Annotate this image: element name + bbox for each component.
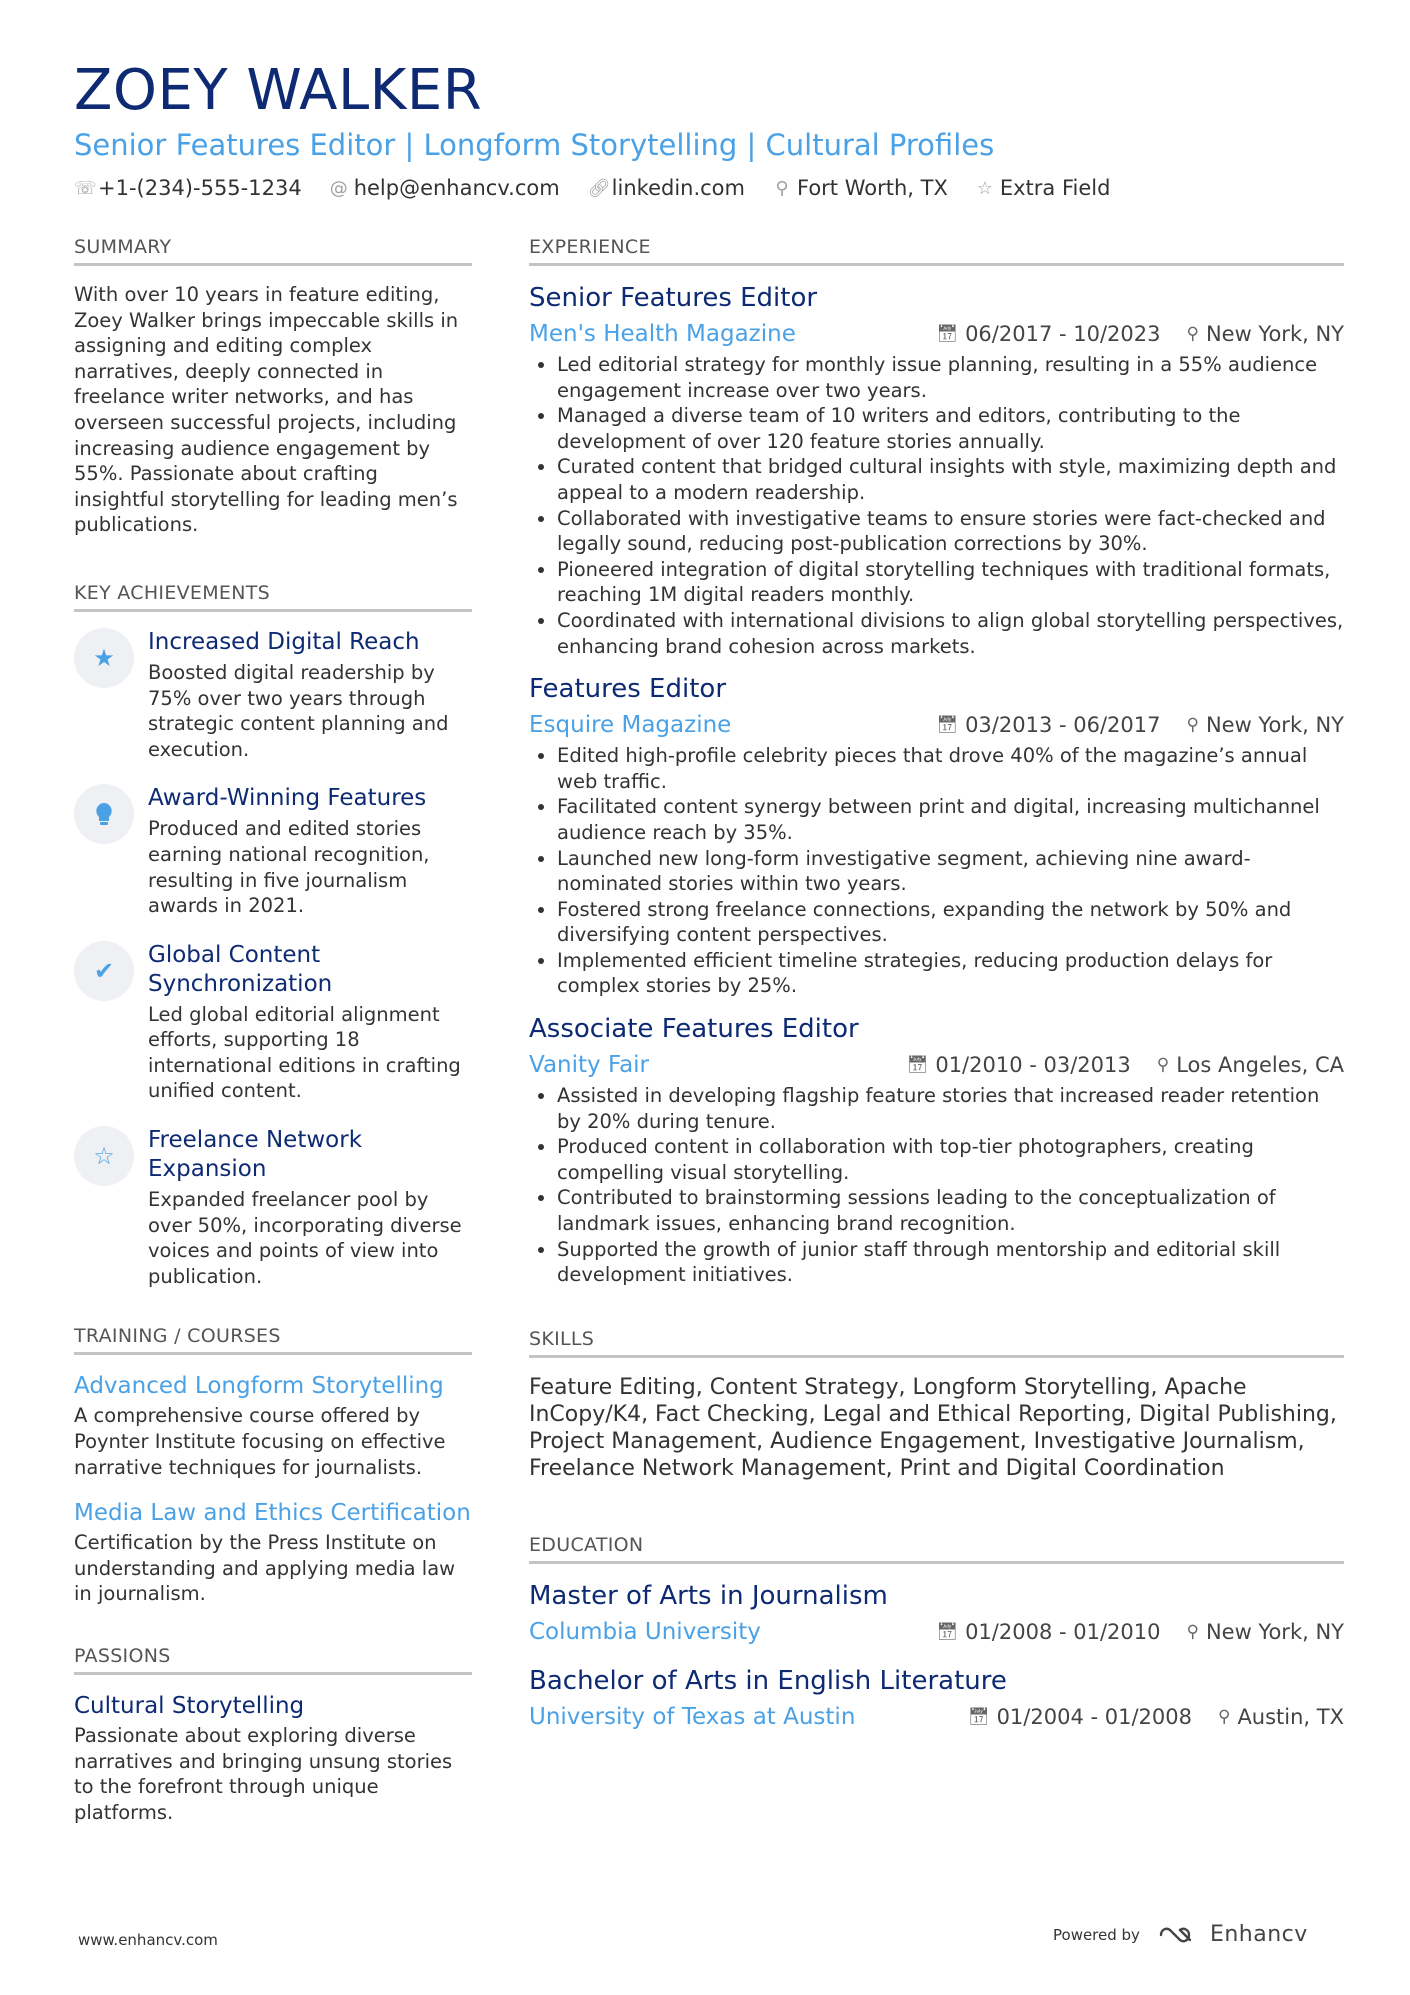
powered-by-text: Powered by: [1053, 1925, 1140, 1944]
resume-header: [74, 58, 1354, 200]
job-subheader: [529, 319, 1344, 349]
contact-linkedin[interactable]: [588, 176, 745, 200]
location-pin-icon: ⚲: [1217, 1706, 1231, 1727]
job-entry: [529, 282, 1344, 659]
enhancv-logo-icon: [1158, 1924, 1202, 1946]
location-text: Fort Worth, TX: [796, 176, 948, 200]
job-meta: [936, 713, 1344, 737]
location-pin-icon: ⚲: [1156, 1055, 1170, 1076]
location-pin-icon: ⚲: [775, 177, 789, 199]
location-pin-icon: ⚲: [1186, 1621, 1199, 1642]
achievements-section: [74, 582, 472, 1290]
bullet-item: • Managed a diverse team of 10 writers and editors, contributing to the development of over 120 feature stories annually.: [557, 403, 1344, 454]
skills-title: SKILLS: [529, 1328, 1344, 1358]
company-name: Vanity Fair: [529, 1052, 650, 1079]
bullet-item: • Facilitated content synergy between print and digital, increasing multichannel audience reach by 35%.: [557, 794, 1344, 845]
education-location: New York, NY: [1205, 1619, 1344, 1644]
job-title: Associate Features Editor: [529, 1014, 859, 1045]
degree-title: Master of Arts in Journalism: [529, 1580, 888, 1611]
education-title: EDUCATION: [529, 1534, 1344, 1564]
achievements-title: KEY ACHIEVEMENTS: [74, 582, 472, 612]
enhancv-brand-text: Enhancv: [1209, 1922, 1308, 1947]
course-desc: A comprehensive course offered by Poynter Institute focusing on effective narrative techniques for journalists.: [74, 1404, 446, 1479]
location-pin-icon: ⚲: [1186, 324, 1199, 344]
bullet-item: • Launched new long-form investigative segment, achieving nine award-nominated stories within two years.: [557, 846, 1344, 897]
link-icon: 🔗︎: [587, 177, 611, 199]
email-icon: @: [329, 177, 348, 199]
achievement-item: [74, 1126, 472, 1289]
star-icon: ☆: [976, 177, 993, 199]
job-entry: [529, 673, 1344, 999]
achievement-item: [74, 784, 472, 918]
calendar-icon: 📅︎: [936, 1621, 959, 1642]
left-column: [74, 236, 472, 1825]
job-title: Features Editor: [529, 674, 727, 705]
school-name: University of Texas at Austin: [529, 1703, 856, 1730]
education-entry: [529, 1665, 1344, 1732]
job-subheader: [529, 710, 1344, 740]
education-location: Austin, TX: [1237, 1704, 1344, 1729]
school-name: Columbia University: [529, 1618, 761, 1645]
calendar-icon: 📅︎: [967, 1706, 990, 1727]
education-dates: 01/2008 - 01/2010: [965, 1619, 1161, 1644]
course-title: Advanced Longform Storytelling: [74, 1373, 444, 1400]
training-title: TRAINING / COURSES: [74, 1325, 472, 1355]
education-dates: 01/2004 - 01/2008: [996, 1704, 1192, 1729]
job-subheader: [529, 1050, 1344, 1080]
company-name: Esquire Magazine: [529, 712, 732, 739]
course-title: Media Law and Ethics Certification: [74, 1500, 471, 1527]
bullet-item: • Supported the growth of junior staff through mentorship and editorial skill development initiatives.: [557, 1237, 1344, 1288]
extra-field-text: Extra Field: [999, 176, 1111, 200]
bullet-item: • Assisted in developing flagship feature stories that increased reader retention by 20% during tenure.: [557, 1083, 1344, 1134]
degree-title: Bachelor of Arts in English Literature: [529, 1665, 1007, 1696]
contact-phone: [74, 176, 302, 200]
job-bullets: [529, 1083, 1344, 1288]
education-meta: [936, 1620, 1344, 1644]
achievement-item: [74, 628, 472, 762]
candidate-name: ZOEY WALKER: [74, 58, 483, 123]
bullet-item: • Led editorial strategy for monthly issue planning, resulting in a 55% audience engagement increase over two years.: [557, 352, 1344, 403]
phone-text: +1-(234)-555-1234: [98, 176, 302, 200]
company-name: Men's Health Magazine: [529, 321, 796, 347]
bullet-item: • Edited high-profile celebrity pieces that drove 40% of the magazine’s annual web traffic.: [557, 743, 1344, 794]
achievement-desc: Boosted digital readership by 75% over two years through strategic content planning and execution.: [148, 660, 449, 761]
job-dates: 01/2010 - 03/2013: [935, 1053, 1131, 1078]
summary-text: With over 10 years in feature editing, Zoey Walker brings impeccable skills in assigning and editing complex narratives, deeply connected in freelance writer networks, and has overseen successful projects, including increasing audience engagement by 55%. Passionate about crafting insightful storytelling for leading men’s publications.: [74, 283, 459, 537]
course-item: [74, 1498, 472, 1607]
bullet-item: • Curated content that bridged cultural insights with style, maximizing depth and appeal to a modern readership.: [557, 454, 1344, 505]
email-text[interactable]: help@enhancv.com: [353, 176, 560, 200]
location-pin-icon: ⚲: [1186, 715, 1199, 736]
job-location: New York, NY: [1205, 713, 1344, 738]
skills-text: Feature Editing, Content Strategy, Longform Storytelling, Apache InCopy/K4, Fact Checking, Legal and Ethical Reporting, Digital Publishing, Project Management, Audience Engagement, Investigative Journalism, Freelance Network Management, Print and Digital Coordination: [529, 1374, 1337, 1481]
enhancv-logo[interactable]: [1158, 1922, 1308, 1947]
summary-section: [74, 236, 472, 538]
education-section: [529, 1534, 1344, 1732]
contact-email[interactable]: [330, 176, 560, 200]
passions-section: [74, 1645, 472, 1825]
star-outline-icon: ☆: [74, 1126, 134, 1186]
course-item: [74, 1371, 472, 1480]
calendar-icon: 📅︎: [936, 715, 959, 736]
achievement-item: [74, 941, 472, 1104]
bullet-item: • Implemented efficient timeline strategies, reducing production delays for complex stories by 25%.: [557, 948, 1344, 999]
lightbulb-icon: [74, 784, 134, 844]
contact-extra: [976, 176, 1111, 200]
experience-title: EXPERIENCE: [529, 236, 1344, 266]
summary-title: SUMMARY: [74, 236, 472, 266]
job-bullets: [529, 743, 1344, 999]
bullet-item: • Pioneered integration of digital storytelling techniques with traditional formats, reaching 1M digital readers monthly.: [557, 557, 1344, 608]
contact-list: [74, 176, 1354, 200]
achievement-title: Increased Digital Reach: [148, 628, 420, 655]
contact-location: [773, 176, 948, 200]
calendar-icon: 📅︎: [936, 324, 959, 344]
star-filled-icon: ★: [74, 628, 134, 688]
passion-desc: Passionate about exploring diverse narratives and bringing unsung stories to the forefront through unique platforms.: [74, 1724, 453, 1824]
job-dates: 06/2017 - 10/2023: [965, 322, 1161, 346]
passion-title: Cultural Storytelling: [74, 1693, 305, 1719]
education-meta: [968, 1705, 1344, 1729]
education-entry: [529, 1580, 1344, 1647]
education-subheader: [529, 1702, 1344, 1732]
achievement-desc: Produced and edited stories earning national recognition, resulting in five journalism awards in 2021.: [148, 817, 430, 918]
phone-icon: ☏: [74, 177, 97, 199]
right-column: [529, 236, 1344, 1750]
job-location: Los Angeles, CA: [1176, 1053, 1344, 1078]
bullet-item: • Fostered strong freelance connections, expanding the network by 50% and diversifying content perspectives.: [557, 897, 1344, 948]
footer-website[interactable]: www.enhancv.com: [78, 1931, 218, 1949]
achievement-title: Freelance Network Expansion: [148, 1127, 363, 1183]
passion-item: [74, 1691, 472, 1825]
calendar-icon: 📅︎: [906, 1055, 929, 1076]
achievement-desc: Expanded freelancer pool by over 50%, incorporating diverse voices and points of view into publication.: [148, 1188, 462, 1288]
footer-branding: [1053, 1922, 1308, 1947]
job-bullets: [529, 352, 1344, 659]
bullet-item: • Coordinated with international divisions to align global storytelling perspectives, enhancing brand cohesion across markets.: [557, 608, 1344, 659]
job-dates: 03/2013 - 06/2017: [965, 713, 1161, 738]
training-section: [74, 1325, 472, 1607]
linkedin-text[interactable]: linkedin.com: [611, 176, 745, 200]
checkmark-icon: ✔: [74, 941, 134, 1001]
headline: Senior Features Editor | Longform Storytelling | Cultural Profiles: [74, 128, 995, 162]
bullet-item: • Collaborated with investigative teams to ensure stories were fact-checked and legally sound, reducing post-publication corrections by 30%.: [557, 506, 1344, 557]
course-desc: Certification by the Press Institute on understanding and applying media law in journalism.: [74, 1531, 456, 1606]
bullet-item: • Produced content in collaboration with top-tier photographers, creating compelling visual storytelling.: [557, 1134, 1344, 1185]
bullet-item: • Contributed to brainstorming sessions leading to the conceptualization of landmark issues, enhancing brand recognition.: [557, 1185, 1344, 1236]
job-title: Senior Features Editor: [529, 283, 818, 313]
achievement-desc: Led global editorial alignment efforts, supporting 18 international editions in crafting unified content.: [148, 1002, 461, 1103]
skills-section: [529, 1328, 1344, 1482]
job-meta: [936, 322, 1344, 346]
passions-title: PASSIONS: [74, 1645, 472, 1675]
achievement-title: Award-Winning Features: [148, 785, 427, 812]
achievement-title: Global Content Synchronization: [148, 941, 333, 997]
job-entry: [529, 1013, 1344, 1288]
education-subheader: [529, 1617, 1344, 1647]
job-meta: [907, 1053, 1344, 1077]
experience-section: [529, 236, 1344, 1288]
job-location: New York, NY: [1205, 322, 1344, 346]
